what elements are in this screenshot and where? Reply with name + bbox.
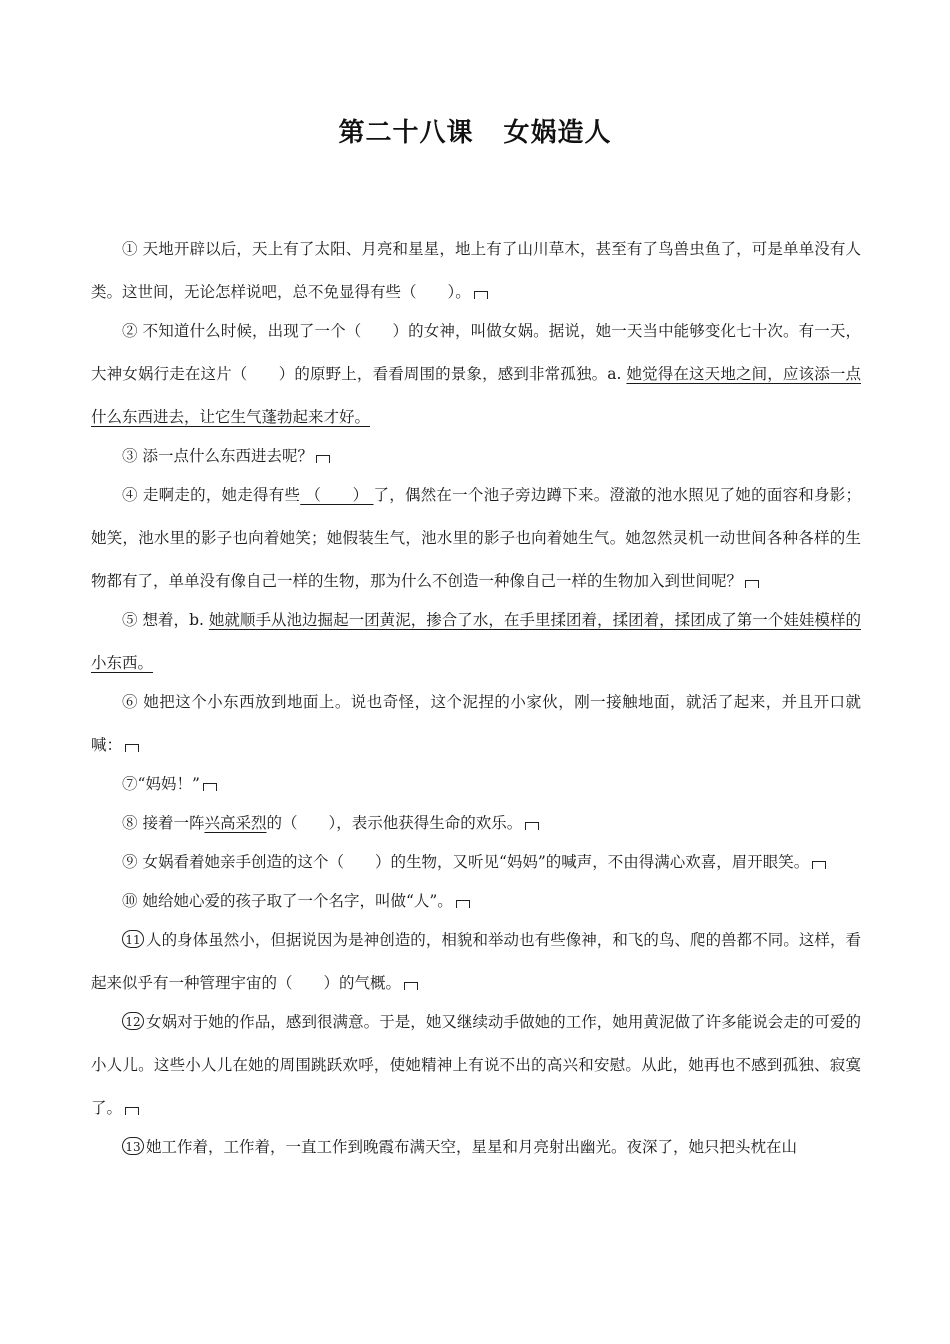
underlined-sentence-b: 她就顺手从池边掘起一团黄泥，掺合了水，在手里揉团着，揉团着，揉团成了第一个娃娃模样的小东西。 [91, 611, 861, 672]
paragraph-text: 了，偶然在一个池子旁边蹲下来。澄澈的池水照见了她的面容和身影；她笑，池水里的影子也向着她笑；她假装生气，池水里的影子也向着她生气。她忽然灵机一动世间各种各样的生物都有了，单单没有像自己一样的生物，那为什么不创造一种像自己一样的生物加入到世间呢？ [91, 486, 861, 590]
mark-symbol [812, 861, 826, 869]
paragraph-4 [91, 474, 861, 603]
mark-symbol [125, 744, 139, 752]
paragraph-10 [91, 880, 861, 923]
mark-symbol [316, 455, 330, 463]
paragraph-6 [91, 681, 861, 767]
mark-symbol [745, 580, 759, 588]
paragraph-number: ⑤ [122, 611, 138, 629]
mark-symbol [456, 900, 470, 908]
paragraph-1 [91, 228, 861, 314]
paragraph-7 [91, 763, 861, 806]
lesson-name: 女娲造人 [503, 118, 612, 148]
passage [91, 228, 861, 1169]
paragraph-text: 走啊走的，她走得有些 [137, 486, 301, 504]
mark-symbol [404, 982, 418, 990]
paragraph-12 [91, 1001, 861, 1130]
paragraph-number: ⑩ [122, 892, 138, 910]
paragraph-5 [91, 599, 861, 685]
underlined-sentence-a: 她觉得在这天地之间，应该添一点什么东西进去，让它生气蓬勃起来才好。 [91, 365, 861, 426]
paragraph-text: 不知道什么时候，出现了一个（ ）的女神，叫做女娲。据说，她一天当中能够变化七十次。有一天，大神女娲行走在这片（ ）的原野上，看看周围的景象，感到非常孤独。a. [91, 322, 861, 383]
paragraph-text: 天地开辟以后，天上有了太阳、月亮和星星，地上有了山川草木，甚至有了鸟兽虫鱼了，可是单单没有人类。这世间，无论怎样说吧，总不免显得有些（ ）。 [91, 240, 861, 301]
paragraph-9 [91, 841, 861, 884]
paragraph-number: ② [122, 322, 138, 340]
paragraph-number: ⑦ [122, 775, 138, 793]
mark-symbol [525, 822, 539, 830]
paragraph-text: 人的身体虽然小，但据说因为是神创造的，相貌和举动也有些像神，和飞的鸟、爬的兽都不同。这样，看起来似乎有一种管理宇宙的（ ）的气概。 [91, 931, 861, 992]
paragraph-11 [91, 919, 861, 1005]
paragraph-text: 接着一阵 [137, 814, 205, 832]
page-title [0, 112, 950, 149]
paragraph-13 [91, 1126, 861, 1169]
paragraph-number: ① [122, 240, 138, 258]
paragraph-3 [91, 435, 861, 478]
paragraph-text: 想着，b. [137, 611, 209, 629]
paragraph-number: ④ [122, 486, 138, 504]
lesson-number: 第二十八课 [338, 118, 474, 148]
paragraph-number: ③ [122, 447, 138, 465]
paragraph-text: 添一点什么东西进去呢？ [137, 447, 313, 465]
paragraph-text: 女娲对于她的作品，感到很满意。于是，她又继续动手做她的工作，她用黄泥做了许多能说会走的可爱的小人儿。这些小人儿在她的周围跳跃欢呼，使她精神上有说不出的高兴和安慰。从此，她再也不感到孤独、寂寞了。 [91, 1013, 861, 1117]
mark-symbol [474, 291, 488, 299]
paragraph-text: 的（ ），表示他获得生命的欢乐。 [266, 814, 523, 832]
paragraph-number: 11 [122, 930, 144, 948]
paragraph-text: 她给她心爱的孩子取了一个名字，叫做“人”。 [137, 892, 453, 910]
paragraph-2 [91, 310, 861, 439]
paragraph-number: ⑥ [122, 693, 138, 711]
fill-blank: （ ） [300, 486, 374, 504]
paragraph-text: 她把这个小东西放到地面上。说也奇怪，这个泥捏的小家伙，刚一接触地面，就活了起来，并且开口就喊： [91, 693, 861, 754]
underlined-idiom: 兴高采烈 [204, 814, 267, 832]
paragraph-text: 她工作着，工作着，一直工作到晚霞布满天空，星星和月亮射出幽光。夜深了，她只把头枕在山 [146, 1138, 798, 1156]
paragraph-8 [91, 802, 861, 845]
paragraph-number: 13 [122, 1137, 144, 1155]
paragraph-number: ⑨ [122, 853, 138, 871]
paragraph-number: ⑧ [122, 814, 138, 832]
mark-symbol [125, 1107, 139, 1115]
mark-symbol [203, 783, 217, 791]
paragraph-number: 12 [122, 1012, 144, 1030]
paragraph-text: 女娲看着她亲手创造的这个（ ）的生物，又听见“妈妈”的喊声，不由得满心欢喜，眉开眼笑。 [137, 853, 810, 871]
paragraph-text: “妈妈！” [137, 775, 200, 793]
